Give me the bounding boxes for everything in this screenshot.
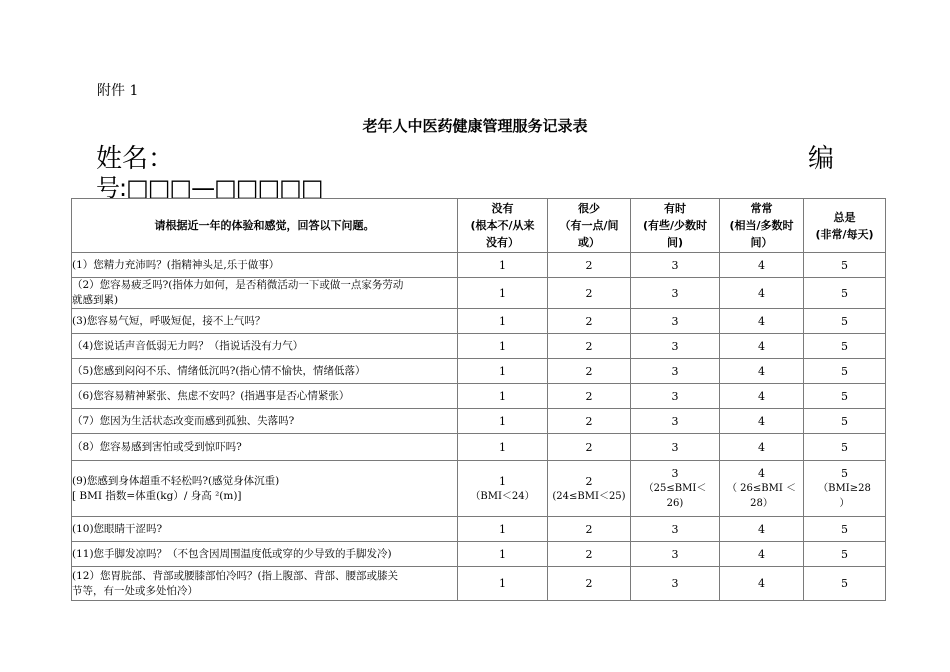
score-cell[interactable]: 3 bbox=[631, 517, 720, 542]
score-cell[interactable]: 1 bbox=[458, 384, 548, 409]
score-cell[interactable]: 1 bbox=[458, 517, 548, 542]
score-cell[interactable]: 2 bbox=[548, 542, 631, 567]
score-cell[interactable]: 4 bbox=[720, 434, 804, 461]
bmi-range: 26) bbox=[666, 498, 684, 509]
score-cell[interactable]: 4 （ 26≤BMI ＜ 28） bbox=[720, 461, 804, 517]
bmi-range: (24≤BMI＜25) bbox=[552, 490, 626, 502]
score-cell[interactable]: 5 bbox=[804, 434, 886, 461]
question-header: 请根据近一年的体验和感觉，回答以下问题。 bbox=[72, 199, 458, 253]
bmi-range: （25≤BMI＜ bbox=[643, 483, 707, 494]
score-cell[interactable]: 1 bbox=[458, 334, 548, 359]
score-cell[interactable]: 4 bbox=[720, 334, 804, 359]
score-cell[interactable]: 2 bbox=[548, 384, 631, 409]
score-cell[interactable]: 4 bbox=[720, 384, 804, 409]
score-cell[interactable]: 2 (24≤BMI＜25) bbox=[548, 461, 631, 517]
score-cell[interactable]: 2 bbox=[548, 359, 631, 384]
score-cell[interactable]: 4 bbox=[720, 567, 804, 601]
table-row bbox=[72, 434, 886, 461]
attachment-label: 附件 1 bbox=[97, 83, 139, 99]
table-row bbox=[72, 334, 886, 359]
score-cell[interactable]: 4 bbox=[720, 278, 804, 309]
score-cell[interactable]: 5 bbox=[804, 542, 886, 567]
score-cell[interactable]: 3 bbox=[631, 359, 720, 384]
score-cell[interactable]: 3 bbox=[631, 567, 720, 601]
score-cell[interactable]: 3 bbox=[631, 409, 720, 434]
table-row bbox=[72, 278, 886, 309]
score-cell[interactable]: 5 bbox=[804, 334, 886, 359]
question-text: （8）您容易感到害怕或受到惊吓吗? bbox=[72, 434, 458, 461]
table-row-bmi bbox=[72, 461, 886, 517]
score-cell[interactable]: 3 bbox=[631, 309, 720, 334]
score-cell[interactable]: 2 bbox=[548, 567, 631, 601]
number-field: 号:□□□—□□□□□ bbox=[96, 174, 323, 202]
bmi-range: （ 26≤BMI ＜ bbox=[727, 483, 796, 494]
score-cell[interactable]: 4 bbox=[720, 359, 804, 384]
bmi-range: （BMI＜24） bbox=[470, 490, 535, 502]
question-text: (12）您胃脘部、背部或腰膝部怕冷吗？(指上腹部、背部、腰部或膝关 节等，有一处或多处怕冷） bbox=[72, 567, 458, 601]
score-cell[interactable]: 2 bbox=[548, 278, 631, 309]
score-cell[interactable]: 4 bbox=[720, 309, 804, 334]
score-cell[interactable]: 4 bbox=[720, 253, 804, 278]
form-title: 老年人中医药健康管理服务记录表 bbox=[362, 117, 588, 135]
bmi-range: （BMI≥28 bbox=[818, 483, 871, 494]
score-cell[interactable]: 5 bbox=[804, 278, 886, 309]
score-cell[interactable]: 2 bbox=[548, 334, 631, 359]
score-cell[interactable]: 1 bbox=[458, 434, 548, 461]
score-cell[interactable]: 2 bbox=[548, 517, 631, 542]
option-header-never: 没有 (根本不/从来 没有） bbox=[458, 199, 548, 253]
table-row bbox=[72, 309, 886, 334]
question-text: (9)您感到身体超重不轻松吗?(感觉身体沉重) [ BMI 指数=体重(kg）/ 身高 ²(m)] bbox=[72, 461, 458, 517]
score-cell[interactable]: 3 （25≤BMI＜ 26) bbox=[631, 461, 720, 517]
question-text: (1）您精力充沛吗？(指精神头足,乐于做事） bbox=[72, 253, 458, 278]
score-cell[interactable]: 5 bbox=[804, 359, 886, 384]
score-cell[interactable]: 3 bbox=[631, 384, 720, 409]
score-cell[interactable]: 4 bbox=[720, 542, 804, 567]
bmi-range: ） bbox=[839, 498, 850, 509]
score-cell[interactable]: 2 bbox=[548, 409, 631, 434]
score-cell[interactable]: 2 bbox=[548, 309, 631, 334]
score-cell[interactable]: 2 bbox=[548, 434, 631, 461]
score-cell[interactable]: 4 bbox=[720, 409, 804, 434]
table-row bbox=[72, 253, 886, 278]
table-row bbox=[72, 409, 886, 434]
question-text: (11)您手脚发凉吗？（不包含因周围温度低或穿的少导致的手脚发冷) bbox=[72, 542, 458, 567]
table-row bbox=[72, 542, 886, 567]
table-row bbox=[72, 359, 886, 384]
score-cell[interactable]: 5 bbox=[804, 567, 886, 601]
score-cell[interactable]: 4 bbox=[720, 517, 804, 542]
score-cell[interactable]: 3 bbox=[631, 334, 720, 359]
score-cell[interactable]: 1 bbox=[458, 253, 548, 278]
option-header-always: 总是 (非常/每天) bbox=[804, 199, 886, 253]
bmi-range: 28） bbox=[750, 498, 773, 509]
questionnaire-table bbox=[71, 198, 886, 601]
score-cell[interactable]: 3 bbox=[631, 542, 720, 567]
question-text: (10)您眼睛干涩吗? bbox=[72, 517, 458, 542]
score-cell[interactable]: 3 bbox=[631, 434, 720, 461]
score-cell[interactable]: 1 bbox=[458, 278, 548, 309]
score-cell[interactable]: 1 bbox=[458, 542, 548, 567]
table-row bbox=[72, 384, 886, 409]
table-row bbox=[72, 567, 886, 601]
score-cell[interactable]: 2 bbox=[548, 253, 631, 278]
option-header-sometimes: 有时 (有些/少数时 间) bbox=[631, 199, 720, 253]
number-label: 编 bbox=[808, 144, 835, 174]
score-cell[interactable]: 5 bbox=[804, 517, 886, 542]
question-text: （4)您说话声音低弱无力吗？（指说话没有力气） bbox=[72, 334, 458, 359]
option-header-rarely: 很少 （有一点/间 或） bbox=[548, 199, 631, 253]
table-row bbox=[72, 517, 886, 542]
score-cell[interactable]: 5 bbox=[804, 384, 886, 409]
score-cell[interactable]: 5 bbox=[804, 253, 886, 278]
score-cell[interactable]: 5 bbox=[804, 309, 886, 334]
score-cell[interactable]: 1 （BMI＜24） bbox=[458, 461, 548, 517]
score-cell[interactable]: 3 bbox=[631, 278, 720, 309]
question-text: （6)您容易精神紧张、焦虑不安吗？(指遇事是否心情紧张） bbox=[72, 384, 458, 409]
score-cell[interactable]: 1 bbox=[458, 409, 548, 434]
option-header-often: 常常 (相当/多数时 间） bbox=[720, 199, 804, 253]
score-cell[interactable]: 1 bbox=[458, 567, 548, 601]
question-text: (3)您容易气短，呼吸短促，接不上气吗？ bbox=[72, 309, 458, 334]
question-text: （7）您因为生活状态改变而感到孤独、失落吗? bbox=[72, 409, 458, 434]
name-label: 姓名： bbox=[96, 144, 175, 174]
score-cell[interactable]: 5 （BMI≥28 ） bbox=[804, 461, 886, 517]
score-cell[interactable]: 1 bbox=[458, 309, 548, 334]
question-text: （2）您容易疲乏吗?(指体力如何，是否稍微活动一下或做一点家务劳动 就感到累) bbox=[72, 278, 458, 309]
score-cell[interactable]: 3 bbox=[631, 253, 720, 278]
header-row bbox=[72, 199, 886, 253]
score-cell[interactable]: 1 bbox=[458, 359, 548, 384]
score-cell[interactable]: 5 bbox=[804, 409, 886, 434]
question-text: （5)您感到闷闷不乐、情绪低沉吗?(指心情不愉快，情绪低落） bbox=[72, 359, 458, 384]
